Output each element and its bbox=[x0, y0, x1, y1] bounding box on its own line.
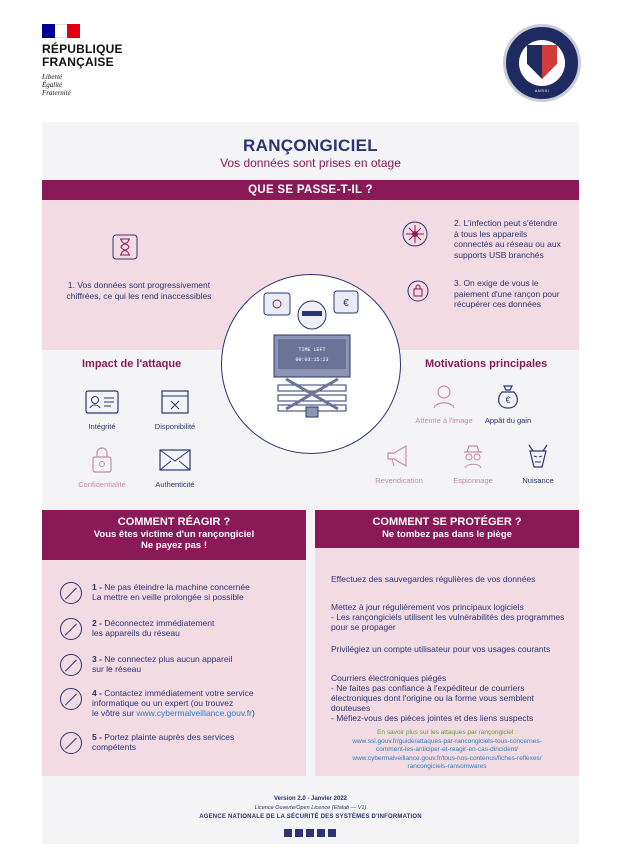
social-icons bbox=[284, 829, 336, 837]
page-title: RANÇONGICIEL bbox=[243, 136, 378, 155]
react-heading: COMMENT RÉAGIR ? bbox=[117, 516, 231, 528]
react-step-2-text2: les appareils du réseau bbox=[92, 628, 180, 638]
impact-label-disponibilite: Disponibilité bbox=[154, 422, 196, 431]
react-step-4-tail: ) bbox=[252, 708, 255, 718]
page-subtitle: Vos données sont prises en otage bbox=[220, 156, 401, 170]
french-flag-icon bbox=[42, 24, 80, 38]
version-text: Version 2.0 - Janvier 2022 bbox=[273, 796, 348, 802]
react-step-3-text: Ne connectez plus aucun appareil bbox=[104, 654, 233, 664]
react-step-2-num: 2 - bbox=[92, 618, 102, 628]
react-step-1-num: 1 - bbox=[92, 582, 102, 592]
impact-confidentialite bbox=[66, 446, 138, 489]
react-step-4-text2: informatique ou un expert (ou trouvez bbox=[92, 698, 234, 708]
react-step-4-text3: le vôtre sur bbox=[92, 708, 137, 718]
anssi-seal-logo bbox=[503, 24, 581, 102]
react-step-1-text2: La mettre en veille prolongée si possible bbox=[92, 592, 244, 602]
motivation-label-espionnage: Espionnage bbox=[453, 476, 493, 485]
motivation-revendication bbox=[364, 442, 434, 485]
react-subheading-1: Vous êtes victime d'un rançongiciel bbox=[93, 529, 255, 540]
motto-fraternite: Fraternité bbox=[42, 89, 71, 97]
devil-icon bbox=[523, 442, 553, 470]
cybermalveillance-link[interactable]: www.cybermalveillance.gouv.fr bbox=[136, 708, 252, 718]
ransomware-illustration bbox=[221, 274, 401, 454]
motivation-espionnage bbox=[438, 442, 508, 485]
gov-name-line-1: RÉPUBLIQUE bbox=[42, 42, 123, 56]
cyber-link-2[interactable]: rancongiciels-ransomwares bbox=[407, 763, 487, 770]
gov-name-line-2: FRANÇAISE bbox=[42, 55, 114, 69]
svg-text:€: € bbox=[343, 298, 349, 309]
react-subheading-2: Ne payez pas ! bbox=[141, 540, 207, 551]
hourglass-icon bbox=[112, 234, 138, 260]
impact-integrite bbox=[72, 388, 132, 431]
padlock-eye-icon bbox=[87, 446, 117, 474]
step-3-text: 3. On exige de vous le paiement d'une rançon pour récupérer ces données bbox=[454, 278, 560, 309]
twitter-icon[interactable] bbox=[284, 829, 292, 837]
megaphone-icon bbox=[384, 442, 414, 470]
envelope-icon bbox=[158, 446, 192, 474]
motivation-nuisance bbox=[508, 442, 568, 485]
section-heading-que-se-passe: QUE SE PASSE-T-IL ? bbox=[42, 180, 579, 200]
protect-backup: Effectuez des sauvegardes régulières de vos données bbox=[331, 574, 536, 584]
money-bag-icon bbox=[494, 382, 522, 410]
impact-label-integrite: Intégrité bbox=[88, 422, 116, 431]
no-network-icon bbox=[60, 618, 82, 640]
protect-emails-detail-1: - Ne faites pas confiance à l'expéditeur de courriers électroniques dont l'origine ou la forme vous semblent douteuses bbox=[331, 683, 534, 713]
motivations-heading: Motivations principales bbox=[425, 358, 548, 370]
protect-user-account: Privilégiez un compte utilisateur pour vos usages courants bbox=[331, 644, 551, 654]
rss-icon[interactable] bbox=[328, 829, 336, 837]
network-spread-icon bbox=[402, 221, 428, 247]
react-step-1-text: Ne pas éteindre la machine concernée bbox=[104, 582, 250, 592]
tarnished-person-icon bbox=[430, 382, 458, 410]
broken-window-icon bbox=[160, 388, 190, 416]
licence-text: Licence Ouverte/Open Licence (Etalab — V1) bbox=[254, 805, 367, 811]
protect-update-detail: - Les rançongiciels utilisent les vulnérabilités des programmes pour se propager bbox=[331, 612, 565, 632]
protect-update bbox=[331, 602, 571, 632]
motivation-label-image: Atteinte à l'image bbox=[415, 416, 473, 425]
svg-text:00:03:15:23: 00:03:15:23 bbox=[295, 357, 329, 363]
agency-name: AGENCE NATIONALE DE LA SÉCURITÉ DES SYSTÈMES D'INFORMATION bbox=[199, 814, 422, 820]
react-step-4-num: 4 - bbox=[92, 688, 102, 698]
no-power-icon bbox=[60, 582, 82, 604]
no-usb-icon bbox=[60, 654, 82, 676]
motivation-label-nuisance: Nuisance bbox=[522, 476, 554, 485]
ssi-link-2[interactable]: comment-les-anticiper-et-reagir-en-cas-dincident/ bbox=[376, 746, 518, 753]
phone-icon bbox=[60, 688, 82, 710]
cyber-link-1[interactable]: www.cybermalveillance.gouv.fr/tous-nos-contenus/fiches-reflexes/ bbox=[352, 754, 542, 762]
motto-egalite: Égalité bbox=[42, 81, 63, 89]
learn-more-links bbox=[315, 729, 579, 772]
protect-subheading: Ne tombez pas dans le piège bbox=[382, 529, 512, 540]
motivation-image bbox=[404, 382, 484, 425]
protect-update-title: Mettez à jour régulièrement vos principaux logiciels bbox=[331, 602, 524, 612]
republique-francaise-logo bbox=[42, 24, 162, 97]
facebook-icon[interactable] bbox=[306, 829, 314, 837]
impact-authenticite bbox=[145, 446, 205, 489]
hacker-computer-icon bbox=[222, 275, 402, 455]
react-step-3-text2: sur le réseau bbox=[92, 664, 142, 674]
id-card-icon bbox=[84, 388, 120, 416]
justice-scale-icon bbox=[60, 732, 82, 754]
youtube-icon[interactable] bbox=[317, 829, 325, 837]
ransom-demand-icon bbox=[407, 280, 429, 302]
impact-disponibilite bbox=[145, 388, 205, 431]
impact-label-confidentialite: Confidentialité bbox=[78, 480, 126, 489]
spy-icon bbox=[458, 442, 488, 470]
react-heading-band bbox=[42, 510, 306, 560]
protect-heading: COMMENT SE PROTÉGER ? bbox=[372, 516, 522, 528]
react-step-4-text: Contactez immédiatement votre service bbox=[104, 688, 254, 698]
anssi-label: ANSSI bbox=[534, 88, 550, 93]
protect-emails-title: Courriers électroniques piégés bbox=[331, 673, 447, 683]
react-step-3-num: 3 - bbox=[92, 654, 102, 664]
motivation-gain bbox=[478, 382, 538, 425]
motivation-label-revendication: Revendication bbox=[375, 476, 423, 485]
step-2-text: 2. L'infection peut s'étendre à tous les appareils connectés au réseau ou aux supports USB branchés bbox=[454, 218, 561, 260]
linkedin-icon[interactable] bbox=[295, 829, 303, 837]
react-step-2-text: Déconnectez immédiatement bbox=[104, 618, 215, 628]
learn-more-heading: En savoir plus sur les attaques par rançongiciel : bbox=[377, 729, 517, 736]
infographic-card bbox=[42, 122, 579, 844]
motto-liberte: Liberté bbox=[42, 73, 63, 81]
time-left-text: TIME LEFT bbox=[298, 347, 326, 353]
ssi-link-1[interactable]: www.ssi.gouv.fr/guide/attaques-par-rancongiciels-tous-concernes- bbox=[352, 737, 542, 745]
protect-heading-band bbox=[315, 510, 579, 548]
impact-label-authenticite: Authenticité bbox=[155, 480, 195, 489]
impact-heading: Impact de l'attaque bbox=[82, 358, 182, 370]
react-step-5-text: Portez plainte auprès des services bbox=[104, 732, 235, 742]
step-1-text: 1. Vos données sont progressivement chiffrées, ce qui les rend inaccessibles bbox=[66, 280, 212, 301]
protect-emails-detail-2: - Méfiez-vous des pièces jointes et des liens suspects bbox=[331, 713, 534, 723]
motivation-label-gain: Appât du gain bbox=[484, 416, 532, 425]
protect-emails bbox=[331, 673, 571, 723]
react-step-5-text2: compétents bbox=[92, 742, 136, 752]
react-step-5-num: 5 - bbox=[92, 732, 102, 742]
svg-text:€: € bbox=[505, 395, 511, 405]
